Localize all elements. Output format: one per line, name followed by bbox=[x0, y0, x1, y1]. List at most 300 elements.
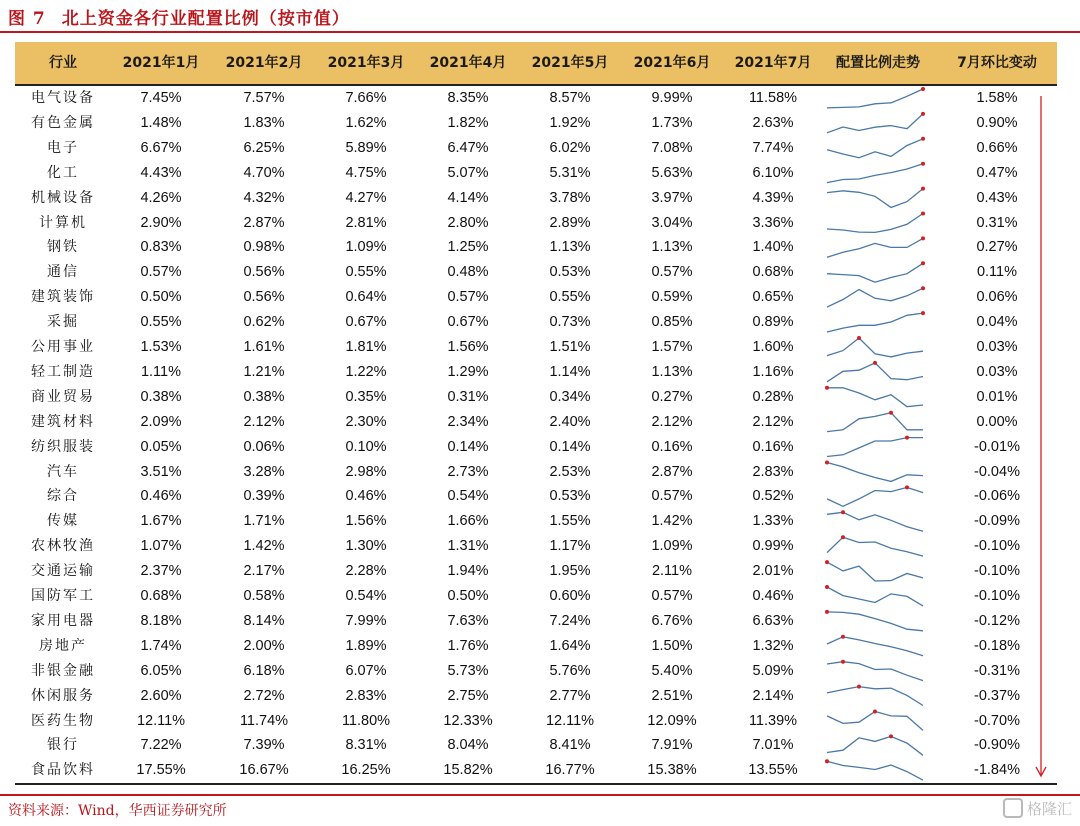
change-value: 0.47% bbox=[976, 164, 1018, 181]
month-value: 1.60% bbox=[752, 339, 794, 355]
month-value: 2.89% bbox=[549, 214, 591, 231]
gelonghui-logo-icon bbox=[1003, 798, 1023, 818]
sparkline-max-marker bbox=[825, 585, 829, 589]
month-value: 12.11% bbox=[136, 712, 186, 729]
month-value: 2.40% bbox=[549, 413, 591, 430]
month-value: 0.53% bbox=[549, 488, 591, 505]
month-value: 2.80% bbox=[447, 214, 489, 231]
month-value: 0.89% bbox=[752, 314, 794, 331]
month-value: 6.63% bbox=[752, 612, 794, 629]
month-value: 3.36% bbox=[752, 214, 794, 231]
month-value: 1.66% bbox=[447, 513, 489, 530]
month-value: 1.14% bbox=[549, 363, 591, 380]
industry-name: 有色金属 bbox=[31, 114, 95, 131]
month-value: 1.42% bbox=[243, 538, 285, 555]
month-value: 2.30% bbox=[345, 413, 387, 430]
month-value: 5.09% bbox=[752, 662, 794, 679]
month-value: 7.39% bbox=[243, 737, 285, 754]
sparkline bbox=[827, 288, 923, 307]
change-value: -0.10% bbox=[974, 563, 1020, 580]
change-value: 0.03% bbox=[976, 339, 1018, 355]
month-value: 17.55% bbox=[136, 762, 186, 779]
month-value: 1.67% bbox=[140, 513, 182, 530]
sparkline-max-marker bbox=[841, 660, 845, 664]
month-value: 0.59% bbox=[651, 289, 693, 306]
month-value: 2.75% bbox=[447, 687, 489, 704]
month-value: 0.68% bbox=[752, 264, 794, 281]
sparkline-max-marker bbox=[921, 311, 925, 315]
month-value: 0.65% bbox=[752, 289, 794, 306]
industry-name: 钢铁 bbox=[47, 239, 79, 256]
change-value: 0.90% bbox=[976, 114, 1018, 131]
industry-name: 家用电器 bbox=[31, 612, 95, 629]
header-7: 2021年7月 bbox=[734, 55, 812, 71]
month-value: 15.82% bbox=[443, 762, 493, 779]
industry-name: 综合 bbox=[47, 488, 79, 505]
change-value: -0.70% bbox=[974, 712, 1020, 729]
month-value: 6.18% bbox=[243, 662, 285, 679]
month-value: 3.28% bbox=[243, 463, 285, 480]
industry-name: 电气设备 bbox=[31, 90, 95, 106]
industry-name: 食品饮料 bbox=[31, 762, 95, 779]
change-value: -1.84% bbox=[974, 762, 1020, 779]
month-value: 12.09% bbox=[647, 712, 697, 729]
month-value: 0.57% bbox=[651, 488, 693, 505]
sparkline-max-marker bbox=[921, 87, 925, 91]
sparkline-max-marker bbox=[921, 286, 925, 290]
sparkline-max-marker bbox=[889, 411, 893, 415]
month-value: 1.13% bbox=[651, 239, 693, 256]
month-value: 4.75% bbox=[345, 164, 387, 181]
month-value: 1.89% bbox=[345, 637, 387, 654]
month-value: 5.07% bbox=[447, 164, 489, 181]
month-value: 0.99% bbox=[752, 538, 794, 555]
sparkline bbox=[827, 438, 923, 457]
change-value: 0.11% bbox=[976, 264, 1018, 281]
month-value: 0.55% bbox=[140, 314, 182, 331]
month-value: 15.38% bbox=[647, 762, 697, 779]
month-value: 3.97% bbox=[651, 189, 693, 206]
month-value: 2.98% bbox=[345, 463, 387, 480]
industry-name: 电子 bbox=[47, 139, 79, 156]
month-value: 2.14% bbox=[752, 687, 794, 704]
month-value: 4.26% bbox=[140, 189, 182, 206]
sparkline bbox=[827, 736, 923, 755]
month-value: 2.12% bbox=[752, 413, 794, 430]
sparkline bbox=[827, 363, 923, 382]
month-value: 1.74% bbox=[140, 637, 182, 654]
month-value: 7.01% bbox=[752, 737, 794, 754]
change-value: -0.37% bbox=[974, 687, 1020, 704]
month-value: 2.53% bbox=[549, 463, 591, 480]
sparkline bbox=[827, 637, 923, 656]
sparkline bbox=[827, 214, 923, 233]
month-value: 0.10% bbox=[345, 438, 387, 455]
change-value: 0.43% bbox=[976, 189, 1018, 206]
change-value: 0.27% bbox=[976, 239, 1018, 256]
month-value: 0.16% bbox=[651, 438, 693, 455]
sparkline-max-marker bbox=[889, 734, 893, 738]
month-value: 4.14% bbox=[447, 189, 489, 206]
month-value: 1.76% bbox=[447, 637, 489, 654]
month-value: 2.60% bbox=[140, 687, 182, 704]
month-value: 2.63% bbox=[752, 114, 794, 131]
month-value: 0.35% bbox=[345, 388, 387, 405]
header-2: 2021年2月 bbox=[225, 55, 303, 71]
month-value: 0.06% bbox=[243, 438, 285, 455]
month-value: 1.57% bbox=[651, 339, 693, 355]
sparkline bbox=[827, 164, 923, 183]
sparkline bbox=[827, 388, 923, 407]
sparkline bbox=[827, 114, 923, 133]
month-value: 4.32% bbox=[243, 189, 285, 206]
header-1: 2021年1月 bbox=[122, 55, 200, 71]
month-value: 2.00% bbox=[243, 637, 285, 654]
month-value: 2.01% bbox=[752, 563, 794, 580]
month-value: 7.22% bbox=[140, 737, 182, 754]
month-value: 5.31% bbox=[549, 164, 591, 181]
change-value: 0.01% bbox=[976, 388, 1018, 405]
month-value: 8.35% bbox=[447, 90, 489, 106]
month-value: 0.31% bbox=[447, 388, 489, 405]
change-value: 0.31% bbox=[976, 214, 1018, 231]
month-value: 0.56% bbox=[243, 289, 285, 306]
month-value: 8.14% bbox=[243, 612, 285, 629]
month-value: 1.64% bbox=[549, 637, 591, 654]
month-value: 2.77% bbox=[549, 687, 591, 704]
month-value: 11.80% bbox=[341, 712, 391, 729]
month-value: 7.63% bbox=[447, 612, 489, 629]
month-value: 1.22% bbox=[345, 363, 387, 380]
sparkline bbox=[827, 313, 923, 332]
month-value: 0.67% bbox=[447, 314, 489, 331]
month-value: 1.29% bbox=[447, 363, 489, 380]
month-value: 5.63% bbox=[651, 164, 693, 181]
month-value: 1.30% bbox=[345, 538, 387, 555]
month-value: 16.25% bbox=[341, 762, 391, 779]
sparkline-max-marker bbox=[825, 610, 829, 614]
sparkline bbox=[827, 512, 923, 531]
sparkline-max-marker bbox=[921, 261, 925, 265]
sparkline bbox=[827, 487, 923, 506]
month-value: 0.52% bbox=[752, 488, 794, 505]
month-value: 0.48% bbox=[447, 264, 489, 281]
industry-name: 机械设备 bbox=[31, 189, 95, 206]
change-value: -0.09% bbox=[974, 513, 1020, 530]
month-value: 8.18% bbox=[140, 612, 182, 629]
month-value: 1.95% bbox=[549, 563, 591, 580]
month-value: 2.87% bbox=[651, 463, 693, 480]
industry-name: 纺织服装 bbox=[31, 438, 95, 455]
month-value: 12.33% bbox=[443, 712, 493, 729]
month-value: 0.67% bbox=[345, 314, 387, 331]
month-value: 1.13% bbox=[549, 239, 591, 256]
industry-name: 公用事业 bbox=[31, 339, 95, 355]
month-value: 0.68% bbox=[140, 588, 182, 604]
month-value: 0.27% bbox=[651, 388, 693, 405]
month-value: 1.61% bbox=[243, 339, 285, 355]
industry-name: 银行 bbox=[47, 737, 79, 754]
figure-number: 图 7 bbox=[8, 9, 46, 29]
month-value: 7.99% bbox=[345, 612, 387, 629]
figure-title-text: 北上资金各行业配置比例（按市值） bbox=[61, 9, 350, 29]
industry-name: 计算机 bbox=[39, 214, 87, 231]
sparkline bbox=[827, 612, 923, 631]
sparkline-max-marker bbox=[857, 336, 861, 340]
industry-name: 传媒 bbox=[47, 513, 79, 530]
header-9: 7月环比变动 bbox=[957, 55, 1037, 71]
sparkline bbox=[827, 263, 923, 282]
month-value: 2.73% bbox=[447, 463, 489, 480]
month-value: 0.38% bbox=[140, 388, 182, 405]
month-value: 2.28% bbox=[345, 563, 387, 580]
month-value: 0.60% bbox=[549, 588, 591, 604]
month-value: 1.33% bbox=[752, 513, 794, 530]
sparkline-max-marker bbox=[825, 461, 829, 465]
month-value: 1.09% bbox=[651, 538, 693, 555]
sparkline bbox=[827, 139, 923, 158]
month-value: 1.48% bbox=[140, 114, 182, 131]
month-value: 2.72% bbox=[243, 687, 285, 704]
sparkline-max-marker bbox=[873, 710, 877, 714]
industry-name: 汽车 bbox=[47, 463, 79, 480]
watermark-text: 格隆汇 bbox=[1026, 800, 1072, 818]
month-value: 6.76% bbox=[651, 612, 693, 629]
month-value: 1.25% bbox=[447, 239, 489, 256]
month-value: 4.27% bbox=[345, 189, 387, 206]
month-value: 0.50% bbox=[140, 289, 182, 306]
month-value: 2.17% bbox=[243, 563, 285, 580]
month-value: 1.56% bbox=[345, 513, 387, 530]
month-value: 1.82% bbox=[447, 114, 489, 131]
month-value: 0.46% bbox=[752, 588, 794, 604]
month-value: 3.78% bbox=[549, 189, 591, 206]
sparkline-max-marker bbox=[905, 436, 909, 440]
sparkline-max-marker bbox=[841, 510, 845, 514]
month-value: 0.55% bbox=[345, 264, 387, 281]
month-value: 4.70% bbox=[243, 164, 285, 181]
change-value: -0.04% bbox=[974, 463, 1020, 480]
sparkline bbox=[827, 189, 923, 208]
month-value: 6.02% bbox=[549, 139, 591, 156]
industry-name: 房地产 bbox=[39, 637, 87, 654]
month-value: 0.83% bbox=[140, 239, 182, 256]
sparkline-max-marker bbox=[921, 137, 925, 141]
month-value: 1.83% bbox=[243, 114, 285, 131]
month-value: 2.34% bbox=[447, 413, 489, 430]
month-value: 0.62% bbox=[243, 314, 285, 331]
month-value: 3.51% bbox=[140, 463, 182, 480]
change-value: -0.01% bbox=[974, 438, 1020, 455]
month-value: 0.56% bbox=[243, 264, 285, 281]
change-value: 0.06% bbox=[976, 289, 1018, 306]
month-value: 0.39% bbox=[243, 488, 285, 505]
sparkline-max-marker bbox=[905, 485, 909, 489]
header-4: 2021年4月 bbox=[429, 55, 507, 71]
month-value: 5.76% bbox=[549, 662, 591, 679]
month-value: 16.67% bbox=[239, 762, 289, 779]
month-value: 1.32% bbox=[752, 637, 794, 654]
month-value: 1.81% bbox=[345, 339, 387, 355]
header-0: 行业 bbox=[49, 55, 77, 71]
month-value: 1.71% bbox=[243, 513, 285, 530]
month-value: 2.51% bbox=[651, 687, 693, 704]
industry-name: 医药生物 bbox=[31, 712, 95, 729]
month-value: 11.39% bbox=[748, 712, 798, 729]
month-value: 16.77% bbox=[545, 762, 595, 779]
month-value: 1.73% bbox=[651, 114, 693, 131]
month-value: 0.14% bbox=[447, 438, 489, 455]
sparkline bbox=[827, 587, 923, 606]
month-value: 6.07% bbox=[345, 662, 387, 679]
month-value: 2.12% bbox=[651, 413, 693, 430]
month-value: 8.31% bbox=[345, 737, 387, 754]
industry-name: 采掘 bbox=[47, 314, 79, 331]
month-value: 8.41% bbox=[549, 737, 591, 754]
sparkline-max-marker bbox=[873, 361, 877, 365]
sparkline bbox=[827, 89, 923, 108]
industry-name: 非银金融 bbox=[31, 662, 95, 679]
industry-name: 国防军工 bbox=[31, 588, 95, 604]
month-value: 1.51% bbox=[549, 339, 591, 355]
month-value: 7.91% bbox=[651, 737, 693, 754]
header-5: 2021年5月 bbox=[531, 55, 609, 71]
month-value: 7.08% bbox=[651, 139, 693, 156]
sparkline-max-marker bbox=[825, 759, 829, 763]
footer-divider bbox=[0, 794, 1080, 796]
month-value: 0.57% bbox=[447, 289, 489, 306]
watermark bbox=[1003, 798, 1072, 820]
month-value: 6.67% bbox=[140, 139, 182, 156]
month-value: 2.11% bbox=[651, 563, 693, 580]
month-value: 5.73% bbox=[447, 662, 489, 679]
month-value: 1.56% bbox=[447, 339, 489, 355]
sparkline bbox=[827, 537, 923, 556]
change-value: -0.10% bbox=[974, 538, 1020, 555]
sparkline-max-marker bbox=[841, 535, 845, 539]
month-value: 4.39% bbox=[752, 189, 794, 206]
month-value: 0.53% bbox=[549, 264, 591, 281]
month-value: 5.89% bbox=[345, 139, 387, 156]
month-value: 0.58% bbox=[243, 588, 285, 604]
month-value: 7.57% bbox=[243, 90, 285, 106]
month-value: 0.34% bbox=[549, 388, 591, 405]
month-value: 8.57% bbox=[549, 90, 591, 106]
change-value: 1.58% bbox=[976, 90, 1018, 106]
change-value: -0.12% bbox=[974, 612, 1020, 629]
month-value: 1.53% bbox=[140, 339, 182, 355]
month-value: 5.40% bbox=[651, 662, 693, 679]
month-value: 0.54% bbox=[447, 488, 489, 505]
month-value: 2.87% bbox=[243, 214, 285, 231]
header-6: 2021年6月 bbox=[633, 55, 711, 71]
month-value: 11.58% bbox=[748, 90, 798, 106]
industry-name: 化工 bbox=[47, 164, 79, 181]
sparkline bbox=[827, 413, 923, 432]
change-value: 0.03% bbox=[976, 363, 1018, 380]
industry-name: 建筑材料 bbox=[31, 413, 95, 430]
change-value: 0.04% bbox=[976, 314, 1018, 331]
month-value: 0.16% bbox=[752, 438, 794, 455]
month-value: 6.05% bbox=[140, 662, 182, 679]
industry-name: 农林牧渔 bbox=[31, 538, 95, 555]
month-value: 2.83% bbox=[345, 687, 387, 704]
sparkline-max-marker bbox=[825, 560, 829, 564]
header-3: 2021年3月 bbox=[327, 55, 405, 71]
month-value: 0.57% bbox=[651, 264, 693, 281]
month-value: 0.98% bbox=[243, 239, 285, 256]
month-value: 1.92% bbox=[549, 114, 591, 131]
sparkline-max-marker bbox=[841, 635, 845, 639]
industry-name: 商业贸易 bbox=[31, 388, 95, 405]
sparkline-max-marker bbox=[921, 112, 925, 116]
change-value: -0.31% bbox=[974, 662, 1020, 679]
industry-name: 轻工制造 bbox=[31, 363, 95, 380]
month-value: 1.13% bbox=[651, 363, 693, 380]
month-value: 0.64% bbox=[345, 289, 387, 306]
month-value: 0.50% bbox=[447, 588, 489, 604]
month-value: 13.55% bbox=[748, 762, 798, 779]
sparkline-max-marker bbox=[857, 685, 861, 689]
header-8: 配置比例走势 bbox=[836, 55, 920, 71]
month-value: 3.04% bbox=[651, 214, 693, 231]
month-value: 7.74% bbox=[752, 139, 794, 156]
change-value: 0.66% bbox=[976, 139, 1018, 156]
month-value: 0.46% bbox=[345, 488, 387, 505]
industry-name: 建筑装饰 bbox=[31, 289, 95, 306]
sparkline-max-marker bbox=[921, 187, 925, 191]
sparkline bbox=[827, 338, 923, 357]
month-value: 0.55% bbox=[549, 289, 591, 306]
sparkline-max-marker bbox=[921, 162, 925, 166]
month-value: 11.74% bbox=[239, 712, 289, 729]
month-value: 2.83% bbox=[752, 463, 794, 480]
month-value: 1.17% bbox=[549, 538, 591, 555]
sparkline bbox=[827, 761, 923, 780]
source-note: 资料来源：Wind，华西证券研究所 bbox=[8, 803, 227, 819]
month-value: 0.28% bbox=[752, 388, 794, 405]
change-value: 0.00% bbox=[976, 413, 1018, 430]
month-value: 0.85% bbox=[651, 314, 693, 331]
sparkline-max-marker bbox=[825, 386, 829, 390]
month-value: 0.73% bbox=[549, 314, 591, 331]
sparkline-max-marker bbox=[921, 212, 925, 216]
sparkline bbox=[827, 238, 923, 257]
industry-name: 通信 bbox=[47, 264, 79, 281]
month-value: 1.11% bbox=[140, 363, 182, 380]
month-value: 1.31% bbox=[447, 538, 489, 555]
sparkline bbox=[827, 562, 923, 581]
change-value: -0.06% bbox=[974, 488, 1020, 505]
month-value: 7.24% bbox=[549, 612, 591, 629]
sparkline bbox=[827, 662, 923, 681]
month-value: 1.07% bbox=[140, 538, 182, 555]
month-value: 1.40% bbox=[752, 239, 794, 256]
change-value: -0.18% bbox=[974, 637, 1020, 654]
month-value: 1.94% bbox=[447, 563, 489, 580]
sparkline-max-marker bbox=[921, 236, 925, 240]
month-value: 2.37% bbox=[140, 563, 182, 580]
month-value: 2.81% bbox=[345, 214, 387, 231]
month-value: 0.14% bbox=[549, 438, 591, 455]
change-value: -0.10% bbox=[974, 588, 1020, 604]
month-value: 2.09% bbox=[140, 413, 182, 430]
month-value: 9.99% bbox=[651, 90, 693, 106]
month-value: 0.38% bbox=[243, 388, 285, 405]
month-value: 1.09% bbox=[345, 239, 387, 256]
sparkline bbox=[827, 687, 923, 706]
month-value: 1.55% bbox=[549, 513, 591, 530]
